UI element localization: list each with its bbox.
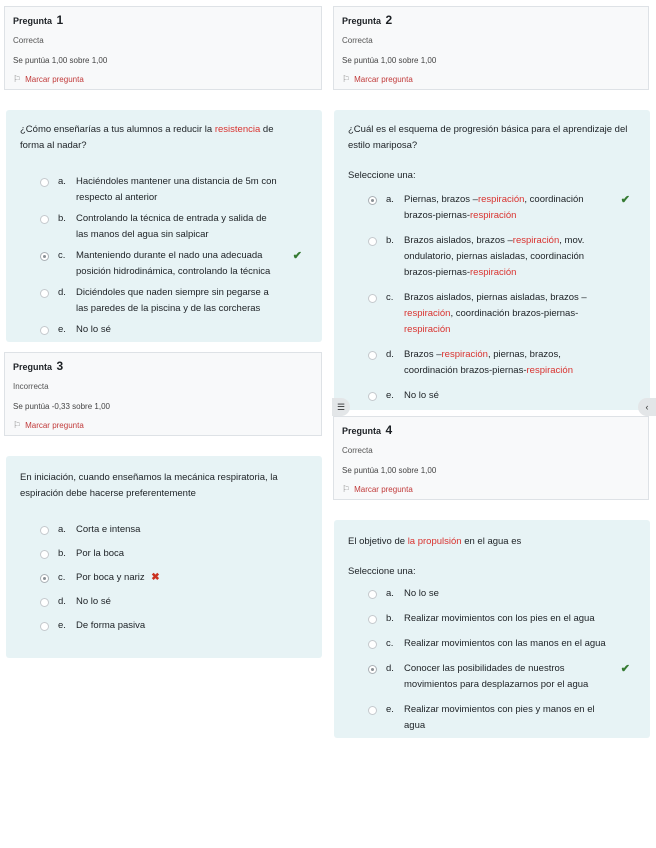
flag-question-link[interactable]: ⚐ Marcar pregunta [342, 484, 413, 494]
answer-option[interactable] [20, 570, 308, 586]
question-number: Pregunta 2 [342, 13, 393, 27]
radio-button[interactable] [368, 590, 377, 599]
flag-icon: ⚐ [342, 74, 351, 84]
flag-icon: ⚐ [13, 420, 22, 430]
answer-text: Diciéndoles que naden siempre sin pegarse a las paredes de la piscina y de las corcheras [76, 287, 269, 314]
answer-option[interactable] [20, 618, 308, 634]
answer-letter: a. [58, 176, 66, 187]
radio-button[interactable] [368, 294, 377, 303]
answer-letter: b. [58, 548, 66, 559]
answer-letter: c. [386, 638, 394, 649]
answer-option[interactable] [20, 594, 308, 610]
answer-option[interactable] [348, 388, 636, 404]
answer-text: Haciéndoles mantener una distancia de 5m con respecto al anterior [76, 176, 277, 203]
answer-text: Conocer las posibilidades de nuestros movimientos para desplazarnos por el agua [404, 663, 589, 690]
answer-option[interactable] [348, 636, 636, 652]
question-2-info [333, 6, 649, 90]
answer-option[interactable] [348, 233, 636, 281]
answer-letter: e. [386, 704, 394, 715]
question-3-info [4, 352, 322, 436]
radio-button[interactable] [40, 550, 49, 559]
question-state: Correcta [13, 36, 44, 45]
answer-text: No lo sé [404, 390, 439, 401]
question-2-content [334, 110, 650, 410]
answer-letter: e. [58, 620, 66, 631]
answer-option[interactable] [348, 661, 636, 693]
flag-question-link[interactable]: ⚐ Marcar pregunta [13, 74, 84, 84]
answer-text: Corta e intensa [76, 524, 141, 535]
answer-list [20, 522, 308, 634]
radio-button[interactable] [368, 392, 377, 401]
answer-list [348, 586, 636, 734]
cross-icon: ✖ [151, 572, 160, 583]
question-text: ¿Cuál es el esquema de progresión básica para el aprendizaje del estilo mariposa? [348, 124, 628, 151]
answer-option[interactable] [20, 174, 308, 206]
question-1-content [6, 110, 322, 342]
answer-text: Realizar movimientos con pies y manos en el agua [404, 704, 595, 731]
answer-list [348, 192, 636, 404]
question-number: Pregunta 1 [13, 13, 64, 27]
radio-button[interactable] [368, 615, 377, 624]
radio-button[interactable] [368, 640, 377, 649]
answer-option[interactable] [348, 192, 636, 224]
radio-button-selected[interactable] [368, 196, 377, 205]
answer-letter: e. [386, 390, 394, 401]
radio-button[interactable] [40, 622, 49, 631]
question-state: Incorrecta [13, 382, 49, 391]
question-state: Correcta [342, 36, 373, 45]
question-number: Pregunta 4 [342, 423, 393, 437]
answer-text: Por la boca [76, 548, 125, 559]
answer-text: Brazos aislados, brazos –respiración, mov. ondulatorio, piernas aisladas, coordinación brazos-piernas-respiración [404, 235, 585, 278]
radio-button[interactable] [40, 526, 49, 535]
answer-text: No lo se [404, 588, 439, 599]
answer-text: No lo sé [76, 324, 111, 335]
question-grade: Se puntúa -0,33 sobre 1,00 [13, 402, 110, 411]
answer-text: Por boca y nariz [76, 572, 145, 583]
answer-letter: d. [386, 663, 394, 674]
answer-letter: c. [58, 250, 66, 261]
answer-text: No lo sé [76, 596, 111, 607]
answer-text: Realizar movimientos con las manos en el agua [404, 638, 606, 649]
answer-option[interactable] [348, 702, 636, 734]
radio-button-selected[interactable] [368, 665, 377, 674]
answer-letter: b. [386, 235, 394, 246]
question-grade: Se puntúa 1,00 sobre 1,00 [13, 56, 108, 65]
answer-letter: e. [58, 324, 66, 335]
answer-text: Manteniendo durante el nado una adecuada posición hidrodinámica, controlando la técnica [76, 250, 271, 277]
answer-option[interactable] [20, 248, 308, 280]
answer-option[interactable] [348, 586, 636, 602]
answer-option[interactable] [348, 611, 636, 627]
answer-letter: a. [386, 588, 394, 599]
answer-list [20, 174, 308, 338]
answer-text: Realizar movimientos con los pies en el agua [404, 613, 595, 624]
answer-option[interactable] [348, 290, 636, 338]
answer-option[interactable] [348, 347, 636, 379]
radio-button[interactable] [40, 326, 49, 335]
answer-text: De forma pasiva [76, 620, 146, 631]
answer-option[interactable] [20, 322, 308, 338]
question-number: Pregunta 3 [13, 359, 64, 373]
question-4-content [334, 520, 650, 738]
answer-letter: c. [386, 292, 394, 303]
question-grade: Se puntúa 1,00 sobre 1,00 [342, 466, 437, 475]
check-icon: ✔ [620, 663, 630, 675]
answer-letter: b. [58, 213, 66, 224]
answer-letter: d. [58, 287, 66, 298]
answer-letter: c. [58, 572, 66, 583]
radio-button-selected[interactable] [40, 574, 49, 583]
answer-option[interactable] [20, 522, 308, 538]
answer-text: Piernas, brazos –respiración, coordinación brazos-piernas-respiración [404, 194, 584, 221]
radio-button[interactable] [40, 178, 49, 187]
question-3-content [6, 456, 322, 658]
flag-question-link[interactable]: ⚐ Marcar pregunta [13, 420, 84, 430]
answer-letter: b. [386, 613, 394, 624]
question-text: ¿Cómo enseñarías a tus alumnos a reducir la resistencia de forma al nadar? [20, 124, 274, 151]
answer-letter: d. [58, 596, 66, 607]
radio-button[interactable] [40, 598, 49, 607]
answer-letter: a. [58, 524, 66, 535]
answer-option[interactable] [20, 211, 308, 243]
question-1-info [4, 6, 322, 90]
answer-text: Brazos –respiración, piernas, brazos, coordinación brazos-piernas-respiración [404, 349, 573, 376]
flag-question-link[interactable]: ⚐ Marcar pregunta [342, 74, 413, 84]
drawer-menu-icon[interactable]: ☰ [332, 398, 350, 416]
radio-button[interactable] [368, 706, 377, 715]
radio-button[interactable] [40, 289, 49, 298]
radio-button[interactable] [368, 237, 377, 246]
question-grade: Se puntúa 1,00 sobre 1,00 [342, 56, 437, 65]
question-text: En iniciación, cuando enseñamos la mecánica respiratoria, la espiración debe hacerse preferentemente [20, 472, 278, 499]
answer-text: Controlando la técnica de entrada y salida de las manos del agua sin salpicar [76, 213, 267, 240]
answer-letter: d. [386, 349, 394, 360]
answer-option[interactable] [20, 546, 308, 562]
chevron-left-icon[interactable]: ‹ [638, 398, 656, 416]
answer-option[interactable] [20, 285, 308, 317]
radio-button[interactable] [40, 215, 49, 224]
flag-icon: ⚐ [13, 74, 22, 84]
radio-button-selected[interactable] [40, 252, 49, 261]
answer-text: Brazos aislados, piernas aisladas, brazos –respiración, coordinación brazos-piernas-respiración [404, 292, 587, 335]
flag-icon: ⚐ [342, 484, 351, 494]
check-icon: ✔ [620, 194, 630, 206]
radio-button[interactable] [368, 351, 377, 360]
question-state: Correcta [342, 446, 373, 455]
question-text: El objetivo de la propulsión en el agua es [348, 536, 522, 547]
question-4-info [333, 416, 649, 500]
check-icon: ✔ [292, 250, 302, 262]
select-prompt: Seleccione una: [348, 170, 416, 181]
select-prompt: Seleccione una: [348, 566, 416, 577]
answer-letter: a. [386, 194, 394, 205]
